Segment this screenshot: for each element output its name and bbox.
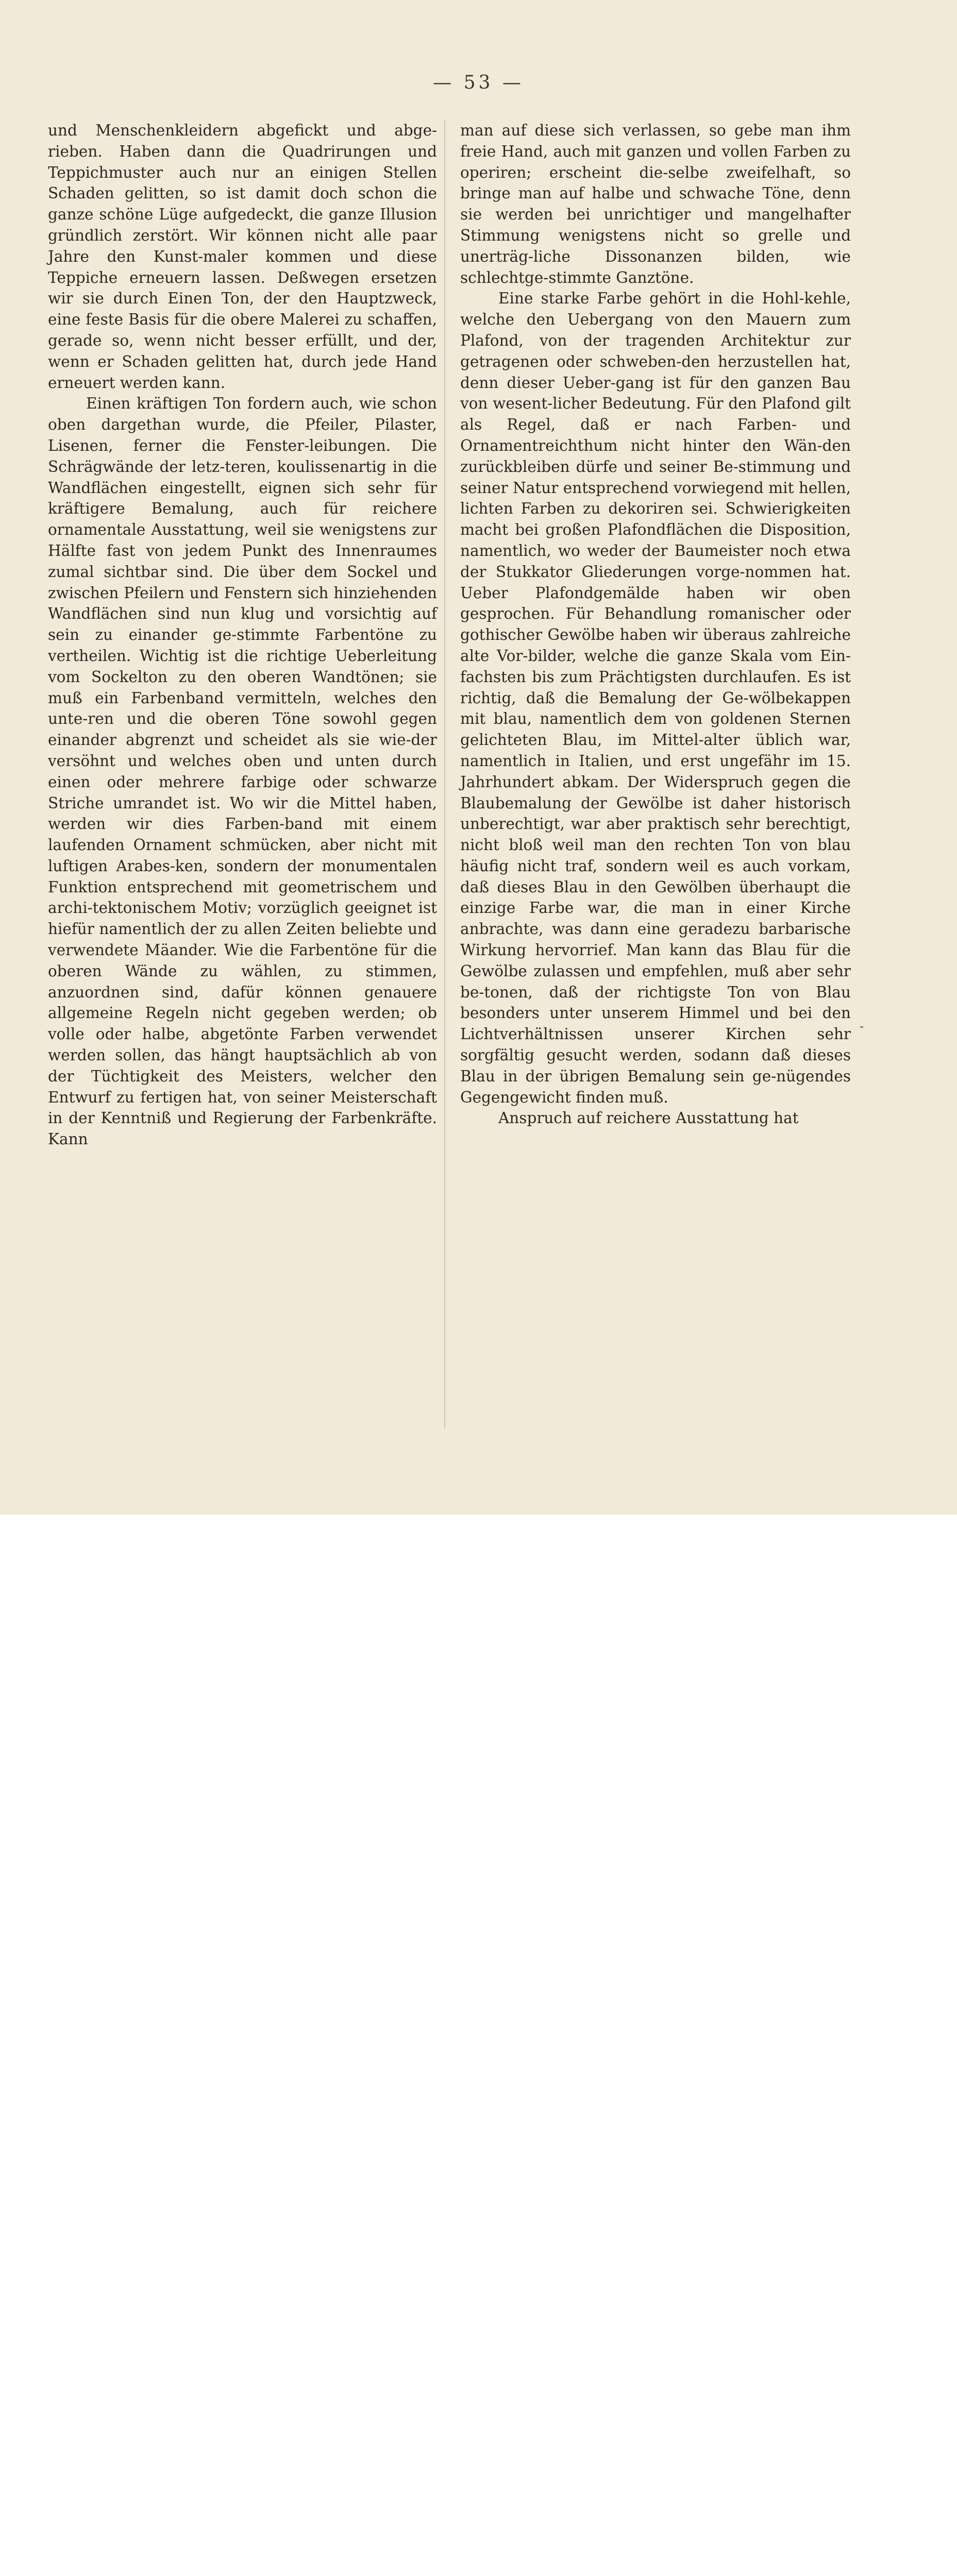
digitization-footer [0, 1515, 957, 1589]
left-text-column [48, 120, 437, 1150]
paragraph: und Menschenkleidern abgefickt und abge-rieben. Haben dann die Quadrirungen und Teppichmuster auch nur an einigen Stellen Schaden gelitten, so ist damit doch schon die ganze schöne Lüge aufgedeckt, die ganze Illusion gründlich zerstört. Wir können nicht alle paar Jahre den Kunst-maler kommen und diese Teppiche erneuern lassen. Deßwegen ersetzen wir sie durch Einen Ton, der den Hauptzweck, eine feste Basis für die obere Malerei zu schaffen, gerade so, wenn nicht besser erfüllt, und der, wenn er Schaden gelitten hat, durch jede Hand erneuert werden kann. [48, 122, 437, 392]
print-speck [860, 1026, 863, 1028]
paragraph: Anspruch auf reichere Ausstattung hat [498, 1109, 799, 1127]
paragraph: Eine starke Farbe gehört in die Hohl-kehle, welche den Uebergang von den Mauern zum Plafond, von der tragenden Architektur zur getragenen oder schweben-den herzustellen hat, denn dieser Ueber-gang ist für den ganzen Bau von wesent-licher Bedeutung. Für den Plafond gilt als Regel, daß er nach Farben- und Ornamentreichthum nicht hinter den Wän-den zurückbleiben dürfe und seiner Be-stimmung und seiner Natur entsprechend vorwiegend mit hellen, lichten Farben zu dekoriren sei. Schwierigkeiten macht bei großen Plafondflächen die Disposition, namentlich, wo weder der Baumeister noch etwa der Stukkator Gliederungen vorge-nommen hat. Ueber Plafondgemälde haben wir oben gesprochen. Für Behandlung romanischer oder gothischer Gewölbe haben wir überaus zahlreiche alte Vor-bilder, welche die ganze Skala vom Ein-fachsten bis zum Prächtigsten durchlaufen. Es ist richtig, daß die Bemalung der Ge-wölbekappen mit blau, namentlich dem von goldenen Sternen gelichteten Blau, im Mittel-alter üblich war, namentlich in Italien, und erst ungefähr im 15. Jahrhundert abkam. Der Widerspruch gegen die Blaubemalung der Gewölbe ist daher historisch unberechtigt, war aber praktisch sehr berechtigt, nicht bloß weil man den rechten Ton von blau häufig nicht traf, sondern weil es auch vorkam, daß dieses Blau in den Gewölben überhaupt die einzige Farbe war, die man in einer Kirche anbrachte, was dann eine geradezu barbarische Wirkung hervorrief. Man kann das Blau für die Gewölbe zulassen und empfehlen, muß aber sehr be-tonen, daß der richtigste Ton von Blau besonders unter unserem Himmel und bei den Lichtverhältnissen unserer Kirchen sehr sorgfältig gesucht werden, sodann daß dieses Blau in der übrigen Bemalung sein ge-nügendes Gegengewicht finden muß. [460, 290, 851, 1106]
paragraph: man auf diese sich verlassen, so gebe man ihm freie Hand, auch mit ganzen und vollen Farben zu operiren; erscheint die-selbe zweifelhaft, so bringe man auf halbe und schwache Töne, denn sie werden bei unrichtiger und mangelhafter Stimmung wenigstens nicht so grelle und unerträg-liche Dissonanzen bilden, wie schlechtge-stimmte Ganztöne. [460, 122, 851, 286]
paragraph: Einen kräftigen Ton fordern auch, wie schon oben dargethan wurde, die Pfeiler, Pilaster, Lisenen, ferner die Fenster-leibungen. Die Schrägwände der letz-teren, koulissenartig in die Wandflächen eingestellt, eignen sich sehr für kräftigere Bemalung, auch für reichere ornamentale Ausstattung, weil sie wenigstens zur Hälfte fast von jedem Punkt des Innenraumes zumal sichtbar sind. Die über dem Sockel und zwischen Pfeilern und Fenstern sich hinziehenden Wandflächen sind nun klug und vorsichtig auf sein zu einander ge-stimmte Farbentöne zu vertheilen. Wichtig ist die richtige Ueberleitung vom Sockelton zu den oberen Wandtönen; sie muß ein Farbenband vermitteln, welches den unte-ren und die oberen Töne sowohl gegen einander abgrenzt und scheidet als sie wie-der versöhnt und welches oben und unten durch einen oder mehrere farbige oder schwarze Striche umrandet ist. Wo wir die Mittel haben, werden wir dies Farben-band mit einem laufenden Ornament schmücken, aber nicht mit luftigen Arabes-ken, sondern der monumentalen Funktion entsprechend mit geometrischem und archi-tektonischem Motiv; vorzüglich geeignet ist hiefür namentlich der zu allen Zeiten beliebte und verwendete Mäander. Wie die Farbentöne für die oberen Wände zu wählen, zu stimmen, anzuordnen sind, dafür können genauere allgemeine Regeln nicht gegeben werden; ob volle oder halbe, abgetönte Farben verwendet werden sollen, das hängt hauptsächlich ab von der Tüchtigkeit des Meisters, welcher den Entwurf zu fertigen hat, von seiner Meisterschaft in der Kenntniß und Regierung der Farbenkräfte. Kann [48, 395, 437, 1148]
column-divider [444, 120, 445, 1429]
right-text-column [460, 120, 851, 1129]
page-number: — 53 — [433, 72, 524, 93]
